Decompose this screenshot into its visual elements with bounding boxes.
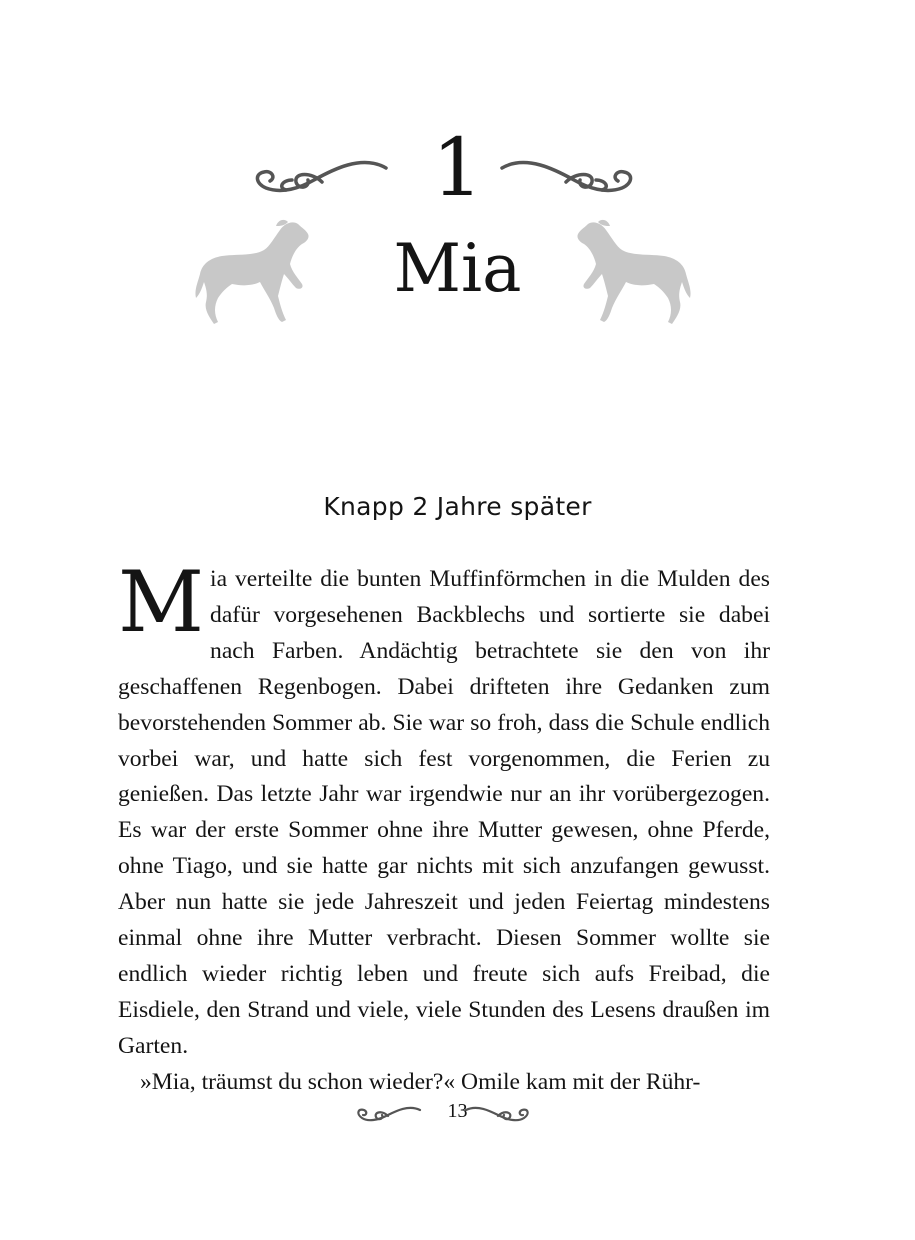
paragraph-1-text: ia verteilte die bunten Muffinförmchen in die Mulden des dafür vorgesehenen Backblechs und sortierte sie dabei nach Farben. Andächtig betrachtete sie den von ihr geschaffenen Regenbogen. Dabei drifteten ihre Gedanken zum bevorstehenden Sommer ab. Sie war so froh, dass die Schule endlich vorbei war, und hatte sich fest vorgenommen, die Ferien zu genießen. Das letzte Jahr war irgendwie nur an ihr vorübergezogen. Es war der erste Sommer ohne ihre Mutter gewesen, ohne Pferde, ohne Tiago, und sie hatte gar nichts mit sich anzufangen gewusst. Aber nun hatte sie jede Jahreszeit und jeden Feiertag mindestens einmal ohne ihre Mutter verbracht. Diesen Sommer wollte sie endlich wieder richtig leben und freute sich aufs Freibad, die Eisdiele, den Strand und viele, viele Stunden des Lesens draußen im Garten. [118,566,770,1059]
chapter-number: 1 [432,121,483,214]
paragraph-1 [118,553,770,1065]
paragraph-2: »Mia, träumst du schon wieder?« Omile kam mit der Rühr- [140,1068,701,1095]
body-text [118,553,770,1101]
section-subtitle: Knapp 2 Jahre später [323,492,592,521]
chapter-title: Mia [393,230,522,307]
drop-cap: M [118,553,205,651]
page-number: 13 [447,1100,468,1122]
